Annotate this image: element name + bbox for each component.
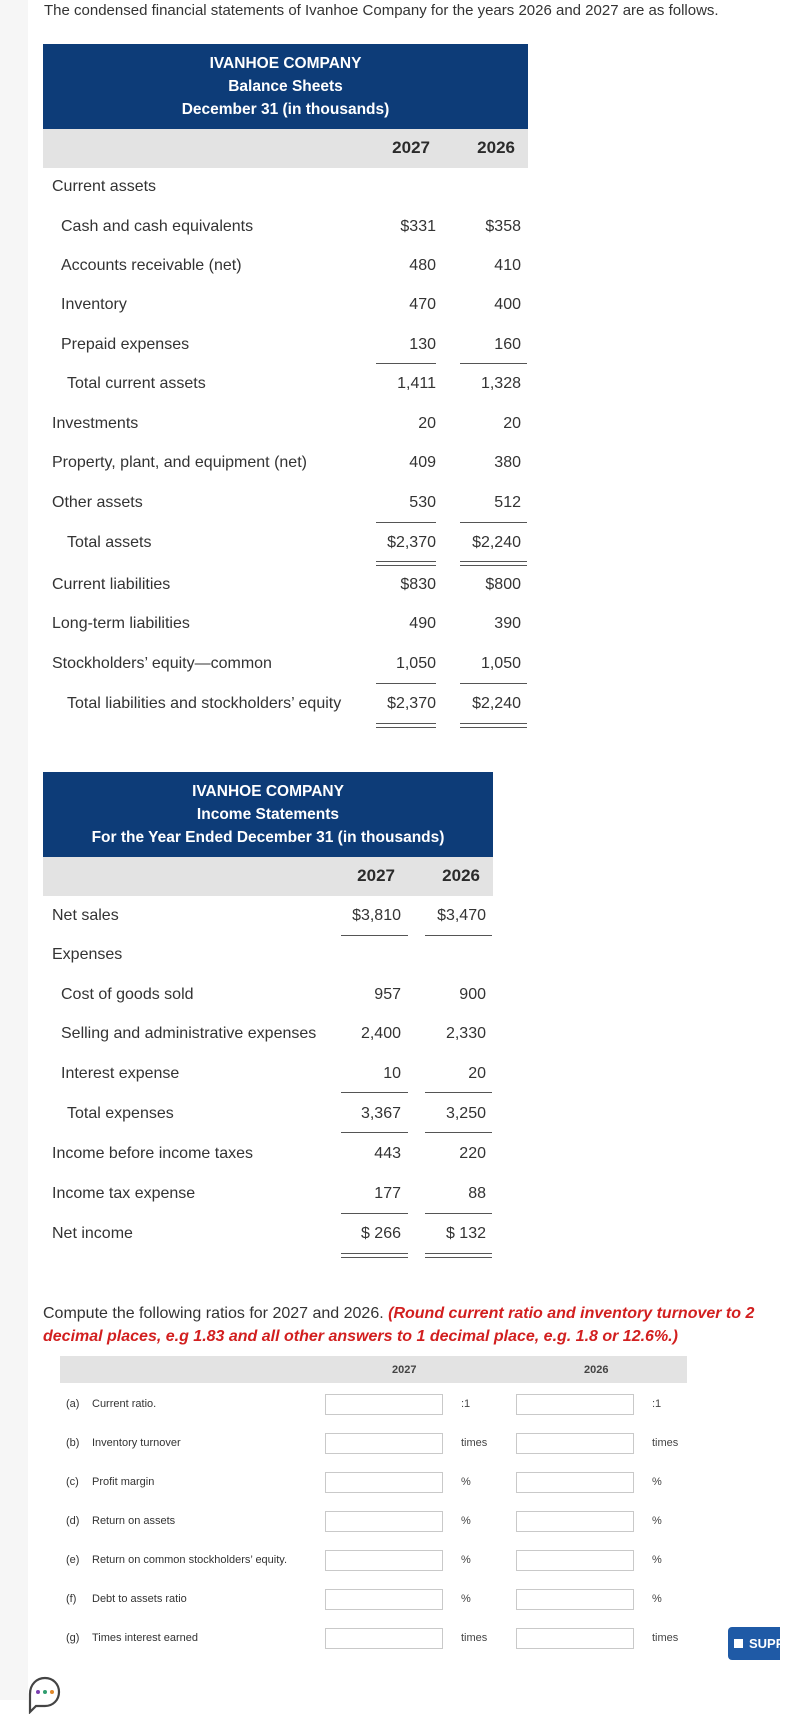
bs-label: Investments bbox=[52, 415, 139, 432]
is-value-2026: 220 bbox=[459, 1145, 486, 1162]
ratio-letter: (a) bbox=[66, 1398, 80, 1410]
current-ratio-2027-input[interactable] bbox=[325, 1394, 443, 1415]
subtotal-rule bbox=[460, 522, 527, 523]
bs-value-2027: $331 bbox=[400, 218, 436, 235]
is-label: Net sales bbox=[52, 907, 119, 924]
bs-value-2026: 390 bbox=[494, 615, 521, 632]
subtotal-rule bbox=[341, 1213, 408, 1214]
subtotal-rule bbox=[425, 1213, 492, 1214]
income-statement-year-2026: 2026 bbox=[442, 866, 480, 885]
bs-label: Current liabilities bbox=[52, 576, 171, 593]
ratio-unit: % bbox=[461, 1593, 471, 1605]
is-value-2027: $3,810 bbox=[352, 907, 401, 924]
inventory-turnover-2027-input[interactable] bbox=[325, 1433, 443, 1454]
subtotal-rule bbox=[376, 683, 436, 684]
profit-margin-2027-input[interactable] bbox=[325, 1472, 443, 1493]
bs-value-2026: $2,240 bbox=[472, 695, 521, 712]
return-on-equity-2027-input[interactable] bbox=[325, 1550, 443, 1571]
is-value-2027: 957 bbox=[374, 986, 401, 1003]
is-value-2026: 900 bbox=[459, 986, 486, 1003]
current-ratio-2026-input[interactable] bbox=[516, 1394, 634, 1415]
bs-value-2026: 20 bbox=[503, 415, 521, 432]
ratio-letter: (d) bbox=[66, 1515, 80, 1527]
bs-value-2027: $830 bbox=[400, 576, 436, 593]
ratio-letter: (e) bbox=[66, 1554, 80, 1566]
subtotal-rule bbox=[425, 935, 492, 936]
is-label: Expenses bbox=[52, 946, 123, 963]
ratio-name: Times interest earned bbox=[92, 1632, 198, 1644]
bs-value-2026: 512 bbox=[494, 494, 521, 511]
bs-value-2027: 1,050 bbox=[395, 655, 436, 672]
bs-label: Total assets bbox=[67, 534, 152, 551]
bs-value-2027: 490 bbox=[409, 615, 436, 632]
ratio-name: Return on common stockholders’ equity. bbox=[92, 1554, 288, 1566]
is-label: Income tax expense bbox=[52, 1185, 196, 1202]
help-chat-icon[interactable] bbox=[24, 1674, 64, 1714]
bs-label: Total liabilities and stockholders’ equity bbox=[67, 695, 342, 712]
bs-value-2026: $800 bbox=[485, 576, 521, 593]
bs-label: Total current assets bbox=[67, 375, 206, 392]
bs-value-2027: $2,370 bbox=[387, 534, 436, 551]
ratio-unit: times bbox=[461, 1437, 488, 1449]
ratio-letter: (c) bbox=[66, 1476, 79, 1488]
ratio-name: Current ratio. bbox=[92, 1398, 157, 1410]
is-label: Cost of goods sold bbox=[61, 986, 194, 1003]
total-double-rule bbox=[460, 723, 527, 728]
ratio-unit: :1 bbox=[652, 1398, 662, 1410]
bs-value-2027: 530 bbox=[409, 494, 436, 511]
is-value-2027: 2,400 bbox=[360, 1025, 401, 1042]
bs-value-2026: 160 bbox=[494, 336, 521, 353]
is-value-2027: 443 bbox=[374, 1145, 401, 1162]
is-value-2026: $ 132 bbox=[445, 1225, 486, 1242]
problem-intro: The condensed financial statements of Ivanhoe Company for the years 2026 and 2027 are as follows. bbox=[44, 2, 719, 19]
bs-value-2026: $2,240 bbox=[472, 534, 521, 551]
ratio-unit: % bbox=[652, 1593, 662, 1605]
times-interest-earned-2027-input[interactable] bbox=[325, 1628, 443, 1649]
return-on-equity-2026-input[interactable] bbox=[516, 1550, 634, 1571]
is-label: Total expenses bbox=[67, 1105, 174, 1122]
is-value-2026: 3,250 bbox=[445, 1105, 486, 1122]
bs-value-2026: 1,050 bbox=[480, 655, 521, 672]
ratio-unit: :1 bbox=[461, 1398, 471, 1410]
subtotal-rule bbox=[460, 363, 527, 364]
is-label: Interest expense bbox=[61, 1065, 180, 1082]
bs-value-2027: 470 bbox=[409, 296, 436, 313]
inventory-turnover-2026-input[interactable] bbox=[516, 1433, 634, 1454]
bs-value-2027: $2,370 bbox=[387, 695, 436, 712]
subtotal-rule bbox=[425, 1132, 492, 1133]
support-button[interactable] bbox=[728, 1627, 812, 1660]
bs-label: Stockholders’ equity—common bbox=[52, 655, 272, 672]
bs-label: Other assets bbox=[52, 494, 143, 511]
ratio-unit: times bbox=[652, 1632, 679, 1644]
bs-label: Current assets bbox=[52, 178, 157, 195]
income-statement-period: For the Year Ended December 31 (in thousands) bbox=[91, 829, 445, 846]
ratio-unit: times bbox=[461, 1632, 488, 1644]
bs-label: Long-term liabilities bbox=[52, 615, 190, 632]
instructions-text: Compute the following ratios for 2027 and 2026. bbox=[43, 1305, 384, 1322]
ratio-unit: % bbox=[652, 1476, 662, 1488]
balance-sheet-year-2027: 2027 bbox=[392, 138, 430, 157]
bs-label: Accounts receivable (net) bbox=[61, 257, 242, 274]
bs-value-2026: 1,328 bbox=[480, 375, 521, 392]
rounding-instructions: (Round current ratio and inventory turnover to 2 decimal places, e.g 1.83 and all other answers to 1 decimal place, e.g. 1.8 or 12.6%.) bbox=[43, 1305, 755, 1345]
income-statement-header bbox=[43, 772, 493, 857]
debt-to-assets-2026-input[interactable] bbox=[516, 1589, 634, 1610]
ratio-unit: % bbox=[652, 1554, 662, 1566]
is-value-2026: 20 bbox=[468, 1065, 486, 1082]
ratio-year-2027: 2027 bbox=[392, 1364, 417, 1376]
ratio-label bbox=[66, 1515, 175, 1527]
debt-to-assets-2027-input[interactable] bbox=[325, 1589, 443, 1610]
ratio-label bbox=[66, 1632, 198, 1644]
ratio-unit: % bbox=[461, 1515, 471, 1527]
subtotal-rule bbox=[460, 683, 527, 684]
income-statement-title: Income Statements bbox=[196, 806, 340, 823]
total-double-rule bbox=[341, 1253, 408, 1258]
bs-value-2027: 1,411 bbox=[397, 375, 436, 392]
is-label: Selling and administrative expenses bbox=[61, 1025, 317, 1042]
return-on-assets-2026-input[interactable] bbox=[516, 1511, 634, 1532]
times-interest-earned-2026-input[interactable] bbox=[516, 1628, 634, 1649]
subtotal-rule bbox=[341, 935, 408, 936]
bs-value-2026: $358 bbox=[485, 218, 521, 235]
balance-sheet-title: Balance Sheets bbox=[228, 78, 343, 95]
total-double-rule bbox=[460, 561, 527, 566]
ratio-label bbox=[66, 1437, 181, 1449]
is-value-2026: 88 bbox=[468, 1185, 486, 1202]
income-statement-company: IVANHOE COMPANY bbox=[192, 783, 344, 800]
subtotal-rule bbox=[425, 1092, 492, 1093]
ratio-name: Return on assets bbox=[92, 1515, 176, 1527]
subtotal-rule bbox=[341, 1092, 408, 1093]
ratio-year-2026: 2026 bbox=[584, 1364, 609, 1376]
ratio-letter: (g) bbox=[66, 1632, 80, 1644]
instructions bbox=[43, 1302, 773, 1348]
is-value-2027: 10 bbox=[383, 1065, 401, 1082]
bs-value-2026: 400 bbox=[494, 296, 521, 313]
ratio-unit: % bbox=[652, 1515, 662, 1527]
is-value-2027: 177 bbox=[374, 1185, 401, 1202]
bs-value-2027: 130 bbox=[409, 336, 436, 353]
is-label: Net income bbox=[52, 1225, 133, 1242]
subtotal-rule bbox=[341, 1132, 408, 1133]
is-value-2027: 3,367 bbox=[360, 1105, 401, 1122]
is-value-2026: $3,470 bbox=[437, 907, 486, 924]
is-label: Income before income taxes bbox=[52, 1145, 253, 1162]
ratio-unit: % bbox=[461, 1476, 471, 1488]
balance-sheet-year-2026: 2026 bbox=[477, 138, 515, 157]
subtotal-rule bbox=[376, 522, 436, 523]
balance-sheet-header bbox=[43, 44, 528, 129]
bs-label: Property, plant, and equipment (net) bbox=[52, 454, 307, 471]
subtotal-rule bbox=[376, 363, 436, 364]
bs-label: Prepaid expenses bbox=[61, 336, 190, 353]
page-margin bbox=[0, 0, 28, 1700]
ratio-letter: (f) bbox=[66, 1593, 77, 1605]
bs-label: Cash and cash equivalents bbox=[61, 218, 254, 235]
bs-value-2027: 480 bbox=[409, 257, 436, 274]
profit-margin-2026-input[interactable] bbox=[516, 1472, 634, 1493]
is-value-2027: $ 266 bbox=[360, 1225, 401, 1242]
balance-sheet-date: December 31 (in thousands) bbox=[181, 101, 390, 118]
balance-sheet-company: IVANHOE COMPANY bbox=[209, 55, 362, 72]
support-label: SUPPORT bbox=[749, 1636, 812, 1651]
ratio-name: Debt to assets ratio bbox=[92, 1593, 187, 1605]
ratio-name: Inventory turnover bbox=[92, 1437, 181, 1449]
is-value-2026: 2,330 bbox=[445, 1025, 486, 1042]
ratio-name: Profit margin bbox=[92, 1476, 155, 1488]
return-on-assets-2027-input[interactable] bbox=[325, 1511, 443, 1532]
support-icon bbox=[734, 1639, 743, 1648]
total-double-rule bbox=[376, 723, 436, 728]
total-double-rule bbox=[425, 1253, 492, 1258]
bs-value-2026: 380 bbox=[494, 454, 521, 471]
bs-value-2026: 410 bbox=[494, 257, 521, 274]
income-statement-year-2027: 2027 bbox=[357, 866, 395, 885]
ratio-label bbox=[66, 1398, 156, 1410]
bs-value-2027: 20 bbox=[418, 415, 436, 432]
ratio-label bbox=[66, 1476, 154, 1488]
bs-value-2027: 409 bbox=[409, 454, 436, 471]
ratio-label bbox=[66, 1593, 187, 1605]
ratio-letter: (b) bbox=[66, 1437, 80, 1449]
ratio-label bbox=[66, 1554, 287, 1566]
bs-label: Inventory bbox=[61, 296, 127, 313]
ratio-unit: % bbox=[461, 1554, 471, 1566]
total-double-rule bbox=[376, 561, 436, 566]
ratio-unit: times bbox=[652, 1437, 679, 1449]
